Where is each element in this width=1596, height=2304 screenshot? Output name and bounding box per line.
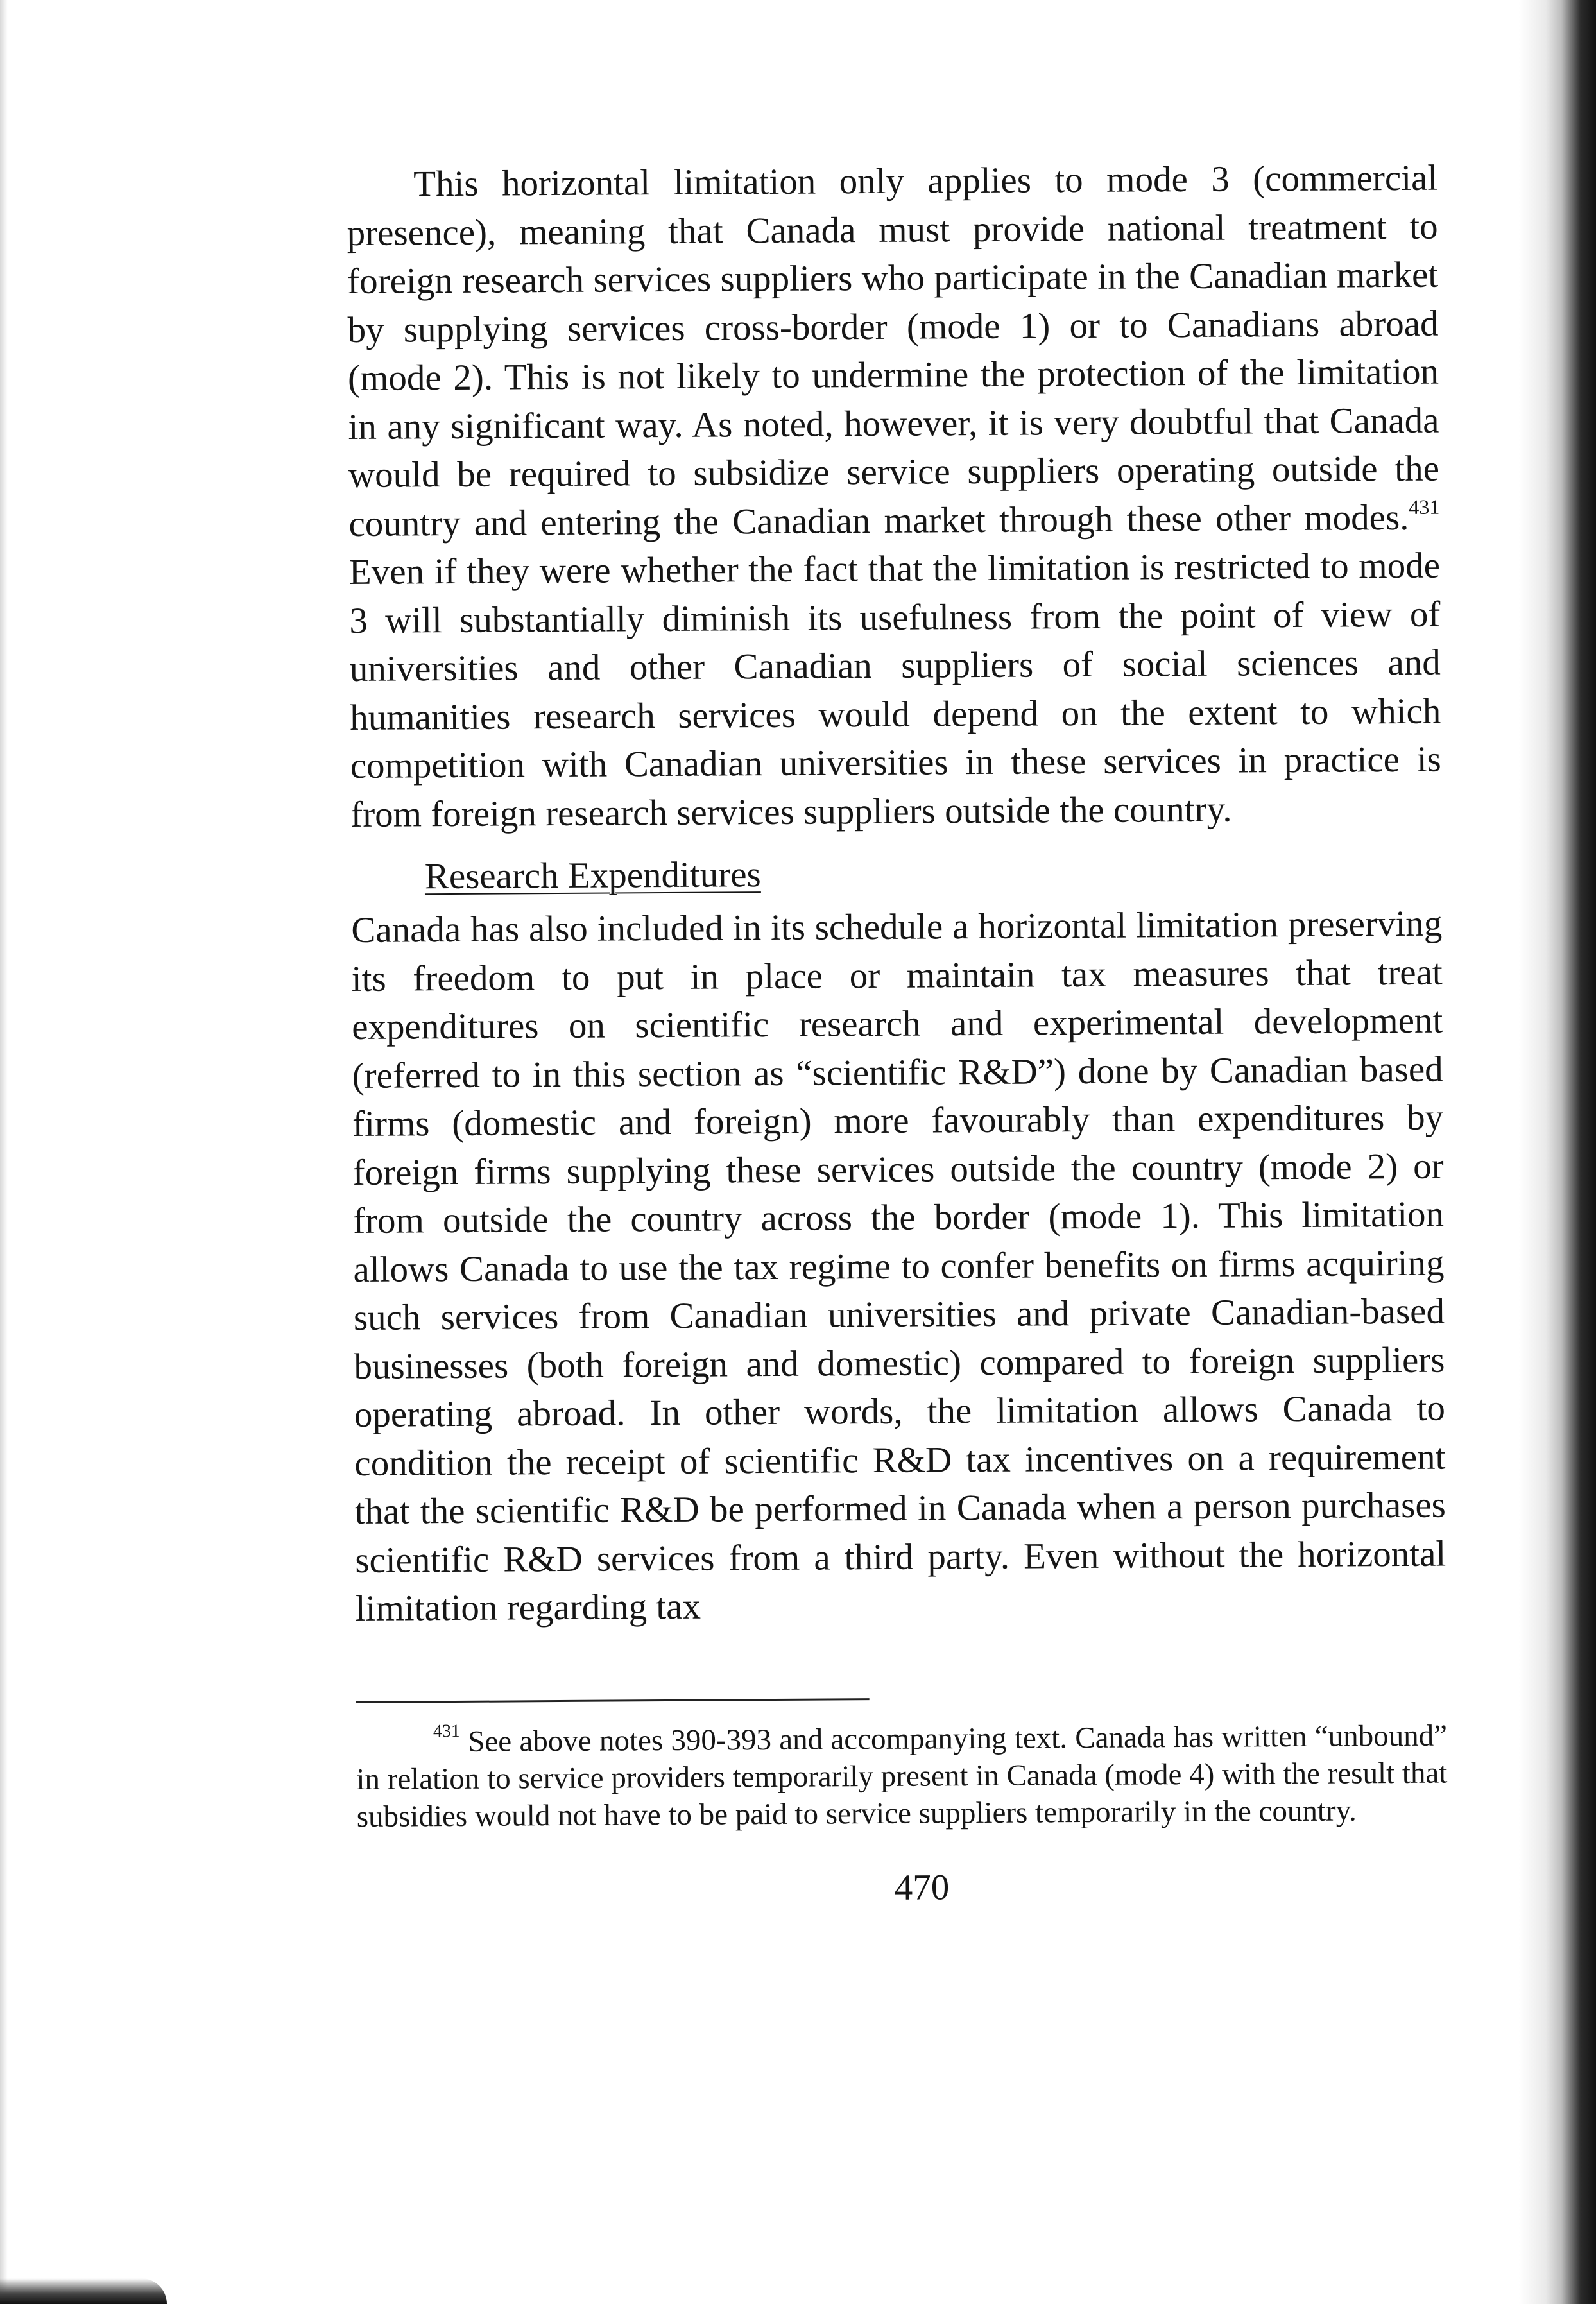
paragraph-1-text: This horizontal limitation only applies to mode 3 (commercial presence), meaning that Canada must provide national treatment to foreign research services suppliers who participate in the Canadian market by supplying services cross-border (mode 1) or to Canadians abroad (mode 2). This is not likely to undermine the protection of the limitation in any significant way. As noted, however, it is very doubtful that Canada would be required to subsidize service suppliers operating outside the country and entering the Canadian market through these other modes. [347,157,1440,544]
footnote [356,1717,1448,1835]
page-number: 470 [894,1866,950,1908]
section-heading: Research Expenditures [424,854,761,897]
footnote-text: See above notes 390-393 and accompanying text. Canada has written “unbound” in relation to service providers temporarily present in Canada (mode 4) with the result that subsidies would not have to be paid to service suppliers temporarily in the country. [356,1719,1448,1834]
footnote-reference: 431 [1409,495,1440,519]
scan-left-edge [0,0,8,2304]
scan-right-edge [1519,0,1596,2304]
paragraph-1-continuation: Even if they were whether the fact that the limitation is restricted to mode 3 will substantially diminish its usefulness from the point of view of universities and other Canadian suppliers of social sciences and humanities research services would depend on the extent to which competition with Canadian universities in these services in practice is from foreign research services suppliers outside the country. [348,545,1441,835]
document-page [347,154,1448,1914]
footnote-number: 431 [433,1721,461,1742]
scan-bottom-corner [0,2278,167,2304]
body-paragraph-2: Canada has also included in its schedule a horizontal limitation preserving its freedom to put in place or maintain tax measures that treat expenditures on scientific research and experimental development (referred to in this section as “scientific R&D”) done by Canadian based firms (domestic and foreign) more favourably than expenditures by foreign firms supplying these services outside the country (mode 2) or from outside the country across the border (mode 1). This limitation allows Canada to use the tax regime to confer benefits on firms acquiring such services from Canadian universities and private Canadian-based businesses (both foreign and domestic) compared to foreign suppliers operating abroad. In other words, the limitation allows Canada to condition the receipt of scientific R&D tax incentives on a requirement that the scientific R&D be performed in Canada when a person purchases scientific R&D services from a third party. Even without the horizontal limitation regarding tax [351,903,1446,1629]
footnote-divider [356,1698,870,1703]
body-paragraph-1 [347,154,1441,839]
